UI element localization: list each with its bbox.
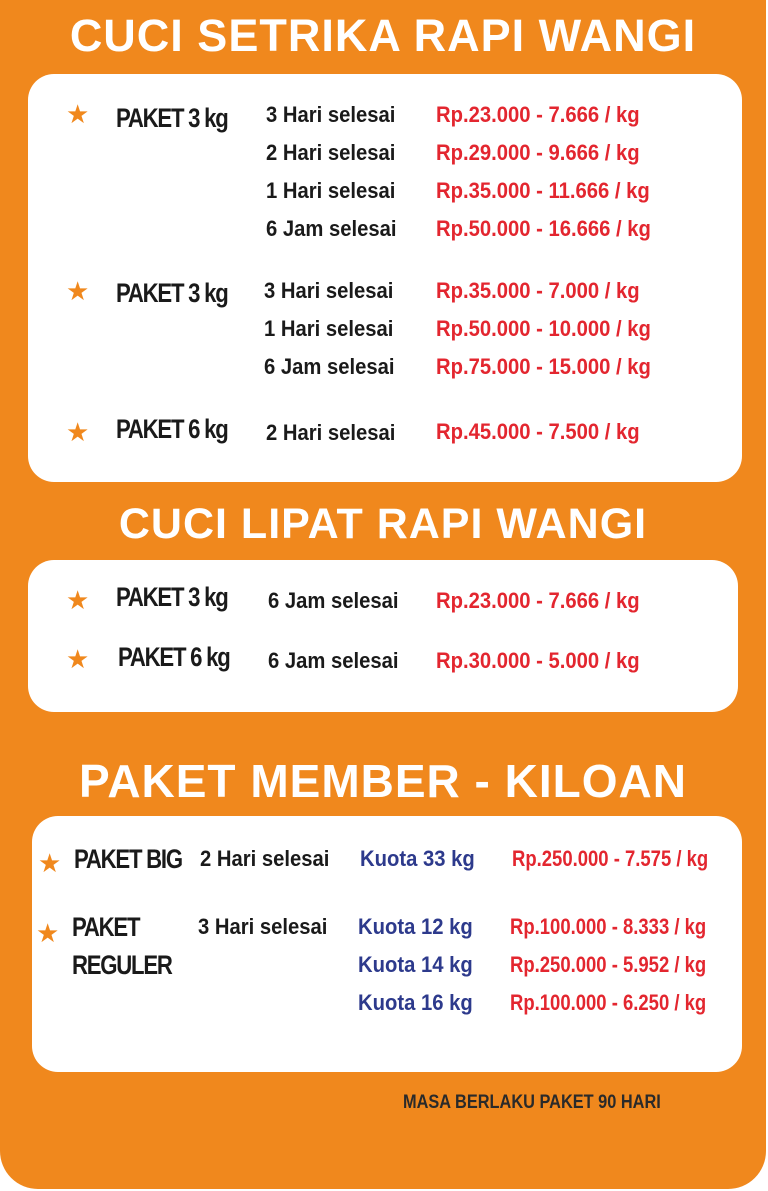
duration-text: 6 Jam selesai <box>266 216 397 241</box>
star-icon: ★ <box>66 585 90 615</box>
duration-text: 3 Hari selesai <box>264 278 394 303</box>
price-text: Rp.100.000 - 8.333 / kg <box>510 914 707 939</box>
duration-text: 2 Hari selesai <box>266 420 396 445</box>
star-icon: ★ <box>36 918 60 948</box>
duration-text: 2 Hari selesai <box>266 140 396 165</box>
price-text: Rp.29.000 - 9.666 / kg <box>436 140 640 165</box>
section-title-cuci-lipat: CUCI LIPAT RAPI WANGI <box>118 500 648 548</box>
star-icon: ★ <box>66 644 90 674</box>
duration-text: 6 Jam selesai <box>268 588 399 613</box>
package-name-line1: PAKET <box>72 912 140 942</box>
duration-text: 2 Hari selesai <box>200 846 330 871</box>
quota-text: Kuota 16 kg <box>358 990 473 1015</box>
package-name: PAKET 6 kg <box>118 642 230 672</box>
quota-text: Kuota 12 kg <box>358 914 473 939</box>
package-name: PAKET 6 kg <box>116 414 228 444</box>
star-icon: ★ <box>38 848 62 878</box>
duration-text: 1 Hari selesai <box>264 316 394 341</box>
price-text: Rp.30.000 - 5.000 / kg <box>436 648 640 673</box>
price-text: Rp.45.000 - 7.500 / kg <box>436 419 640 444</box>
quota-text: Kuota 33 kg <box>360 846 475 871</box>
section-title-cuci-setrika: CUCI SETRIKA RAPI WANGI <box>69 10 697 61</box>
package-name: PAKET BIG <box>74 844 182 874</box>
price-text: Rp.75.000 - 15.000 / kg <box>436 354 651 379</box>
price-text: Rp.35.000 - 11.666 / kg <box>436 178 650 203</box>
price-text: Rp.100.000 - 6.250 / kg <box>510 990 707 1015</box>
package-name: PAKET 3 kg <box>116 278 228 308</box>
validity-footnote: MASA BERLAKU PAKET 90 HARI <box>403 1092 661 1113</box>
price-text: Rp.50.000 - 10.000 / kg <box>436 316 651 341</box>
panel-cuci-lipat <box>28 560 738 712</box>
package-name: PAKET 3 kg <box>116 103 228 133</box>
price-text: Rp.250.000 - 7.575 / kg <box>512 846 709 871</box>
package-name: PAKET 3 kg <box>116 582 228 612</box>
price-text: Rp.23.000 - 7.666 / kg <box>436 588 640 613</box>
duration-text: 1 Hari selesai <box>266 178 396 203</box>
star-icon: ★ <box>66 276 90 306</box>
star-icon: ★ <box>66 417 90 447</box>
package-name-line2: REGULER <box>72 950 172 980</box>
price-text: Rp.50.000 - 16.666 / kg <box>436 216 651 241</box>
panel-cuci-setrika <box>28 74 742 482</box>
duration-text: 3 Hari selesai <box>198 914 328 939</box>
section-title-paket-member: PAKET MEMBER - KILOAN <box>79 755 687 807</box>
price-text: Rp.250.000 - 5.952 / kg <box>510 952 707 977</box>
panel-paket-member <box>32 816 742 1072</box>
duration-text: 6 Jam selesai <box>268 648 399 673</box>
price-text: Rp.35.000 - 7.000 / kg <box>436 278 640 303</box>
star-icon: ★ <box>66 99 90 129</box>
duration-text: 6 Jam selesai <box>264 354 395 379</box>
duration-text: 3 Hari selesai <box>266 102 396 127</box>
price-text: Rp.23.000 - 7.666 / kg <box>436 102 640 127</box>
quota-text: Kuota 14 kg <box>358 952 473 977</box>
